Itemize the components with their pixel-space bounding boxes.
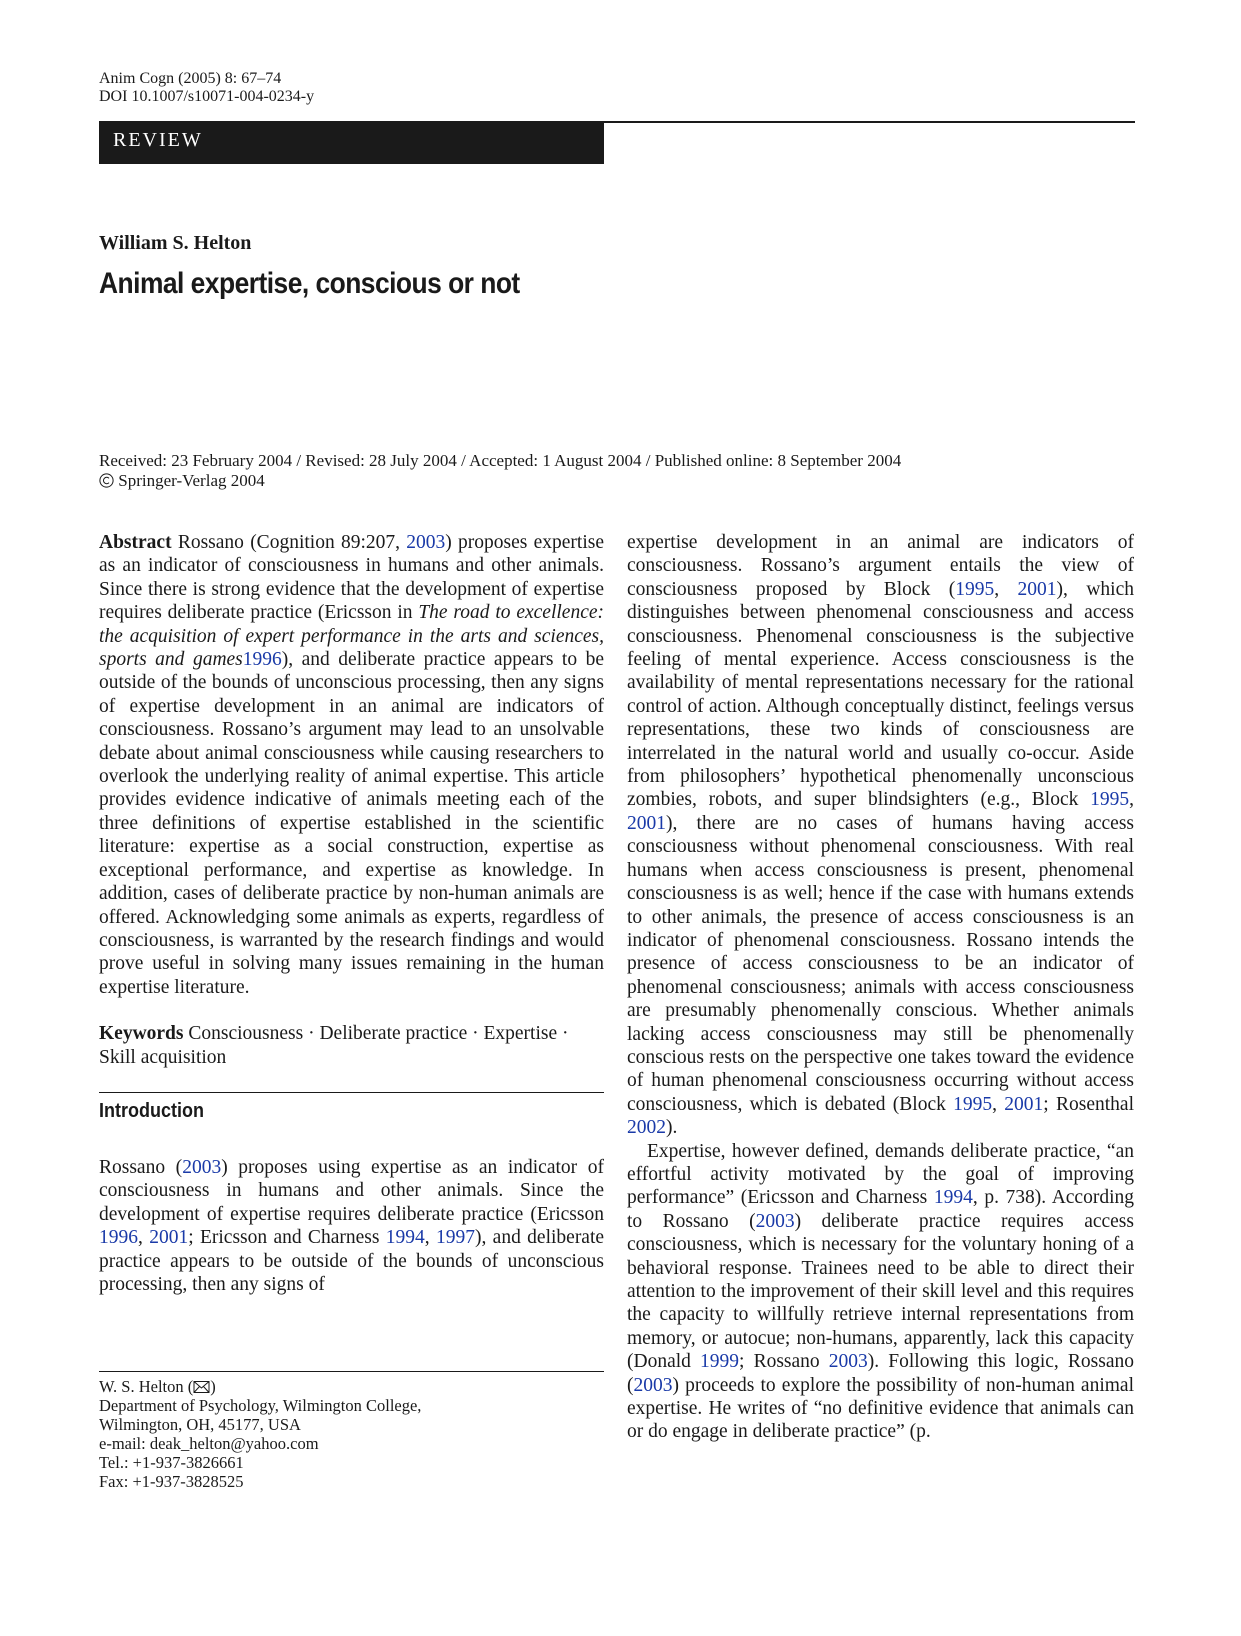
keywords bbox=[99, 1022, 604, 1069]
text-run: ; Rosenthal bbox=[1043, 1093, 1134, 1115]
text-run: , bbox=[1129, 789, 1134, 811]
citation-year-link[interactable]: 1995 bbox=[953, 1093, 993, 1115]
footnote-author-name: W. S. Helton ( bbox=[99, 1377, 194, 1396]
author-name: William S. Helton bbox=[99, 232, 252, 254]
citation-year-link[interactable]: 1997 bbox=[435, 1227, 475, 1249]
envelope-icon bbox=[193, 1380, 210, 1394]
section-heading: Introduction bbox=[99, 1099, 204, 1122]
text-run: , bbox=[994, 578, 1018, 600]
citation-year-link[interactable]: 2003 bbox=[828, 1351, 868, 1373]
text-run: expertise development in an animal are indicators of consciousness. Rossano’s argument entails the view of consciousness proposed by Block ( bbox=[627, 532, 1134, 600]
text-run: , bbox=[424, 1227, 436, 1249]
citation-year-link[interactable]: 1995 bbox=[955, 578, 995, 600]
copyright-line bbox=[99, 471, 901, 491]
footnote-department: Department of Psychology, Wilmington College, bbox=[99, 1396, 422, 1415]
footnote-author-close: ) bbox=[210, 1377, 216, 1396]
footnote-address: Wilmington, OH, 45177, USA bbox=[99, 1415, 301, 1434]
text-run: , p. 738). According to Rossano ( bbox=[627, 1187, 1134, 1232]
introduction-paragraph bbox=[99, 1156, 604, 1296]
section-rule bbox=[99, 1092, 604, 1093]
copyright-icon bbox=[99, 473, 114, 488]
left-column bbox=[99, 531, 604, 1296]
citation-year-link[interactable]: 2003 bbox=[406, 532, 446, 553]
citation-year-link[interactable]: 2003 bbox=[182, 1156, 222, 1178]
text-run: ). bbox=[666, 1117, 678, 1139]
section-label: REVIEW bbox=[113, 129, 203, 151]
citation-year-link[interactable]: 1999 bbox=[700, 1351, 740, 1373]
abstract bbox=[99, 531, 604, 999]
text-run: Rossano ( bbox=[99, 1156, 183, 1178]
journal-header bbox=[99, 70, 314, 106]
footnote-author bbox=[99, 1377, 421, 1396]
keywords-list: Consciousness · Deliberate practice · Expertise · Skill acquisition bbox=[99, 1023, 569, 1068]
copyright-text: Springer-Verlag 2004 bbox=[118, 471, 265, 490]
citation-year-link[interactable]: 2002 bbox=[627, 1117, 666, 1139]
book-title: The road to excellence: the acquisition of expert performance in the arts and sciences, sports and games bbox=[99, 602, 605, 671]
text-run: Rossano (Cognition 89:207, bbox=[171, 532, 407, 553]
text-run: ), there are no cases of humans having access consciousness without phenomenal consciousness. With real humans when access consciousness is present, phenomenal consciousness is as well; hence if the case with humans extends to other animals, the presence of access consciousness is an indicator of phenomenal consciousness. Rossano intends the presence of access consciousness to be an indicator of phenomenal consciousness; animals with access consciousness are presumably phenomenally conscious. Whether animals lacking access consciousness may still be phenomenally conscious rests on the perspective one takes toward the evidence of human phenomenal consciousness occurring without access consciousness, which is debated (Block bbox=[627, 812, 1134, 1115]
author-footnote bbox=[99, 1377, 421, 1491]
citation-year-link[interactable]: 1994 bbox=[385, 1227, 425, 1249]
citation-year-link[interactable]: 1994 bbox=[933, 1187, 973, 1209]
citation-year-link[interactable]: 1996 bbox=[99, 1227, 138, 1249]
text-run: ; Ericsson and Charness bbox=[188, 1227, 386, 1249]
publication-dates bbox=[99, 451, 901, 491]
text-run: ) proposes using expertise as an indicator of consciousness in humans and other animals. Since the development of expertise requires deliberate practice (Ericsson bbox=[99, 1156, 604, 1225]
citation-year-link[interactable]: 2001 bbox=[149, 1227, 189, 1249]
citation-year-link[interactable]: 1995 bbox=[1090, 789, 1130, 811]
article-title: Animal expertise, conscious or not bbox=[99, 267, 520, 300]
abstract-body bbox=[99, 532, 604, 998]
right-column bbox=[627, 531, 1134, 1444]
section-banner bbox=[99, 121, 604, 164]
journal-citation: Anim Cogn (2005) 8: 67–74 bbox=[99, 70, 282, 87]
citation-year-link[interactable]: 2001 bbox=[627, 812, 666, 834]
text-run: ), and deliberate practice appears to be outside of the bounds of unconscious processing, then any signs of expertise development in an animal are indicators of consciousness. Rossano’s argument may lead to an unsolvable debate about animal consciousness while causing researchers to overlook the underlying reality of animal expertise. This article provides evidence indicative of animals meeting each of the three definitions of expertise established in the scientific literature: expertise as a social construction, expertise as exceptional performance, and expertise as knowledge. In addition, cases of deliberate practice by non-human animals are offered. Acknowledging some animals as experts, regardless of consciousness, is warranted by the research findings and would prove useful in solving many issues remaining in the human expertise literature. bbox=[99, 649, 604, 998]
citation-year-link[interactable]: 1996 bbox=[242, 649, 282, 671]
journal-doi: DOI 10.1007/s10071-004-0234-y bbox=[99, 88, 315, 105]
citation-year-link[interactable]: 2003 bbox=[755, 1210, 795, 1232]
citation-year-link[interactable]: 2003 bbox=[633, 1374, 673, 1396]
footnote-fax: Fax: +1-937-3828525 bbox=[99, 1472, 244, 1491]
footnote-tel: Tel.: +1-937-3826661 bbox=[99, 1453, 244, 1472]
citation-year-link[interactable]: 2001 bbox=[1004, 1093, 1044, 1115]
body-paragraph-1 bbox=[627, 531, 1134, 1140]
abstract-label: Abstract bbox=[99, 532, 172, 553]
text-run: , bbox=[992, 1093, 1005, 1115]
header-rule bbox=[604, 121, 1135, 123]
text-run: ; Rossano bbox=[739, 1351, 829, 1373]
body-paragraph-2 bbox=[627, 1140, 1134, 1444]
keywords-label: Keywords bbox=[99, 1023, 184, 1045]
text-run: ) proposes expertise as an indicator of consciousness in humans and other animals. Since there is strong evidence that the development of expertise requires deliberate practice (Ericsson in bbox=[99, 532, 604, 624]
text-run: , bbox=[138, 1227, 150, 1249]
footnote-rule bbox=[99, 1371, 604, 1372]
text-run: ) proceeds to explore the possibility of non-human animal expertise. He writes of “no definitive evidence that animals can or do engage in deliberate practice” (p. bbox=[627, 1374, 1134, 1443]
footnote-email[interactable]: e-mail: deak_helton@yahoo.com bbox=[99, 1434, 319, 1453]
text-run: ) deliberate practice requires access consciousness, which is necessary for the voluntary honing of a behavioral response. Trainees need to be able to direct their attention to the improvement of their skill level and this requires the capacity to willfully retrieve internal representations from memory, or autocue; non-humans, apparently, lack this capacity (Donald bbox=[627, 1210, 1134, 1373]
text-run: ). Following this logic, Rossano ( bbox=[627, 1351, 1134, 1396]
text-run: ), and deliberate practice appears to be outside of the bounds of unconscious processing, then any signs of bbox=[99, 1227, 605, 1295]
citation-year-link[interactable]: 2001 bbox=[1017, 578, 1057, 600]
text-run: Expertise, however defined, demands deliberate practice, “an effortful activity motivated by the goal of improving performance” (Ericsson and Charness bbox=[627, 1140, 1134, 1209]
history-dates: Received: 23 February 2004 / Revised: 28 July 2004 / Accepted: 1 August 2004 / Published online: 8 September 2004 bbox=[99, 451, 902, 470]
text-run: ), which distinguishes between phenomenal consciousness and access consciousness. Phenomenal consciousness is the subjective feeling of mental experience. Access consciousness is the availability of mental representations necessary for the rational control of action. Although conceptually distinct, feelings versus representations, these two kinds of consciousness are interrelated in the natural world and usually co-occur. Aside from philosophers’ hypothetical phenomenally unconscious zombies, robots, and super blindsighters (e.g., Block bbox=[627, 578, 1134, 811]
